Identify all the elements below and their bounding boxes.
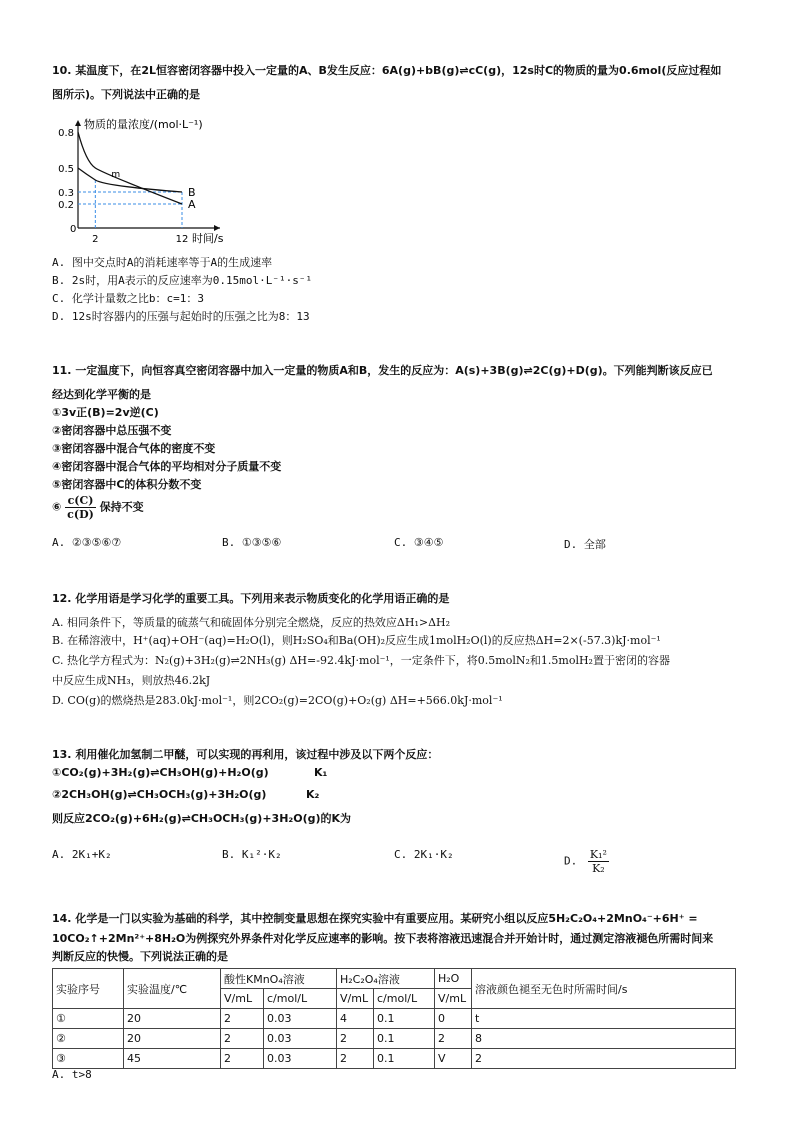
q14-stem-line1: 14. 化学是一门以实验为基础的科学，其中控制变量思想在探究实验中有重要应用。某研究小组以反应5H₂C₂O₄+2MnO₄⁻+6H⁺ = xyxy=(52,912,698,925)
q11-item6-den: c(D) xyxy=(67,508,94,521)
table-row xyxy=(53,1009,736,1029)
q11-option-d: D. 全部 xyxy=(564,538,606,551)
q11-stem-line2: 经达到化学平衡的是 xyxy=(52,388,151,401)
q13-option-c: C. 2K₁·K₂ xyxy=(394,848,454,861)
q14-stem-line2: 10CO₂↑+2Mn²⁺+8H₂O为例探究外界条件对化学反应速率的影响。按下表将溶液迅速混合并开始计时，通过测定溶液褪色所需时间来 xyxy=(52,932,714,945)
y-axis-label: 物质的量浓度/(mol·L⁻¹) xyxy=(84,118,203,131)
table-subheader-cell: V/mL xyxy=(435,989,472,1009)
series-b-line xyxy=(78,168,182,192)
table-cell: 2 xyxy=(337,1029,374,1049)
table-cell: t xyxy=(472,1009,736,1029)
q11-item-2: ②密闭容器中总压强不变 xyxy=(52,424,172,437)
q11-item6-prefix: ⑥ xyxy=(52,500,62,514)
table-header-row xyxy=(53,969,736,989)
table-cell: V xyxy=(435,1049,472,1069)
y-axis-arrow xyxy=(75,120,81,126)
table-cell: 2 xyxy=(221,1009,264,1029)
table-cell: 20 xyxy=(124,1009,221,1029)
table-header-cell: H₂C₂O₄溶液 xyxy=(337,969,435,989)
q11-item-4: ④密闭容器中混合气体的平均相对分子质量不变 xyxy=(52,460,282,473)
table-cell: 2 xyxy=(435,1029,472,1049)
q11-item-6 xyxy=(52,494,144,521)
y-tick-label: 0.8 xyxy=(58,128,74,139)
q13-k1: K₁ xyxy=(314,766,328,779)
table-cell: 8 xyxy=(472,1029,736,1049)
q13-reaction-1: ①CO₂(g)+3H₂(g)⇌CH₃OH(g)+H₂O(g) xyxy=(52,766,269,779)
table-row xyxy=(53,1029,736,1049)
table-row xyxy=(53,1049,736,1069)
table-cell: 45 xyxy=(124,1049,221,1069)
table-cell: 0.03 xyxy=(264,1029,337,1049)
x-tick-label: 12 xyxy=(175,234,189,245)
q11-item6-fraction xyxy=(65,494,96,521)
table-cell: 0.1 xyxy=(374,1049,435,1069)
table-subheader-cell: V/mL xyxy=(337,989,374,1009)
table-subheader-cell: c/mol/L xyxy=(374,989,435,1009)
q12-option-d: D. CO(g)的燃烧热是283.0kJ·mol⁻¹，则2CO₂(g)=2CO(g)+O₂(g) ΔH=+566.0kJ·mol⁻¹ xyxy=(52,694,503,707)
series-b-line-label: B xyxy=(188,186,196,199)
q11-item-5: ⑤密闭容器中C的体积分数不变 xyxy=(52,478,202,491)
q13-option-d-den: K₂ xyxy=(592,862,605,875)
x-tick-label: 0 xyxy=(70,224,77,235)
table-cell: 0.03 xyxy=(264,1009,337,1029)
q14-table xyxy=(52,968,736,1069)
q14-option-a: A. t>8 xyxy=(52,1068,92,1081)
q10-option-b: B. 2s时，用A表示的反应速率为0.15mol·L⁻¹·s⁻¹ xyxy=(52,274,313,287)
q11-option-b: B. ①③⑤⑥ xyxy=(222,536,282,549)
q13-option-d xyxy=(564,848,609,875)
q13-ask: 则反应2CO₂(g)+6H₂(g)⇌CH₃OCH₃(g)+3H₂O(g)的K为 xyxy=(52,812,352,825)
table-cell: ② xyxy=(53,1029,124,1049)
q10-option-d: D. 12s时容器内的压强与起始时的压强之比为8：13 xyxy=(52,310,310,323)
q12-stem: 12. 化学用语是学习化学的重要工具。下列用来表示物质变化的化学用语正确的是 xyxy=(52,592,450,605)
table-cell: 4 xyxy=(337,1009,374,1029)
table-header-cell: 实验序号 xyxy=(53,969,124,1009)
q10-stem-line1: 10. 某温度下，在2L恒容密闭容器中投入一定量的A、B发生反应：6A(g)+bB(g)⇌cC(g)，12s时C的物质的量为0.6mol(反应过程如 xyxy=(52,64,722,77)
q13-option-d-num: K₁² xyxy=(589,848,607,861)
q11-option-a: A. ②③⑤⑥⑦ xyxy=(52,536,122,549)
table-cell: 0.03 xyxy=(264,1049,337,1069)
q12-option-c: C. 热化学方程式为：N₂(g)+3H₂(g)⇌2NH₃(g) ΔH=-92.4kJ·mol⁻¹，一定条件下，将0.5molN₂和1.5molH₂置于密闭的容器 xyxy=(52,654,670,667)
x-axis-arrow xyxy=(214,225,220,231)
table-subheader-cell: c/mol/L xyxy=(264,989,337,1009)
table-cell: 2 xyxy=(221,1029,264,1049)
q11-option-c: C. ③④⑤ xyxy=(394,536,444,549)
table-cell: 2 xyxy=(337,1049,374,1069)
q10-option-a: A. 图中交点时A的消耗速率等于A的生成速率 xyxy=(52,256,273,269)
q11-item-1: ①3v正(B)=2v逆(C) xyxy=(52,406,159,419)
table-cell: 2 xyxy=(221,1049,264,1069)
table-cell: 0.1 xyxy=(374,1009,435,1029)
y-tick-label: 0.5 xyxy=(58,164,74,175)
series-a-line-label: A xyxy=(188,198,196,211)
q11-item-3: ③密闭容器中混合气体的密度不变 xyxy=(52,442,216,455)
q10-stem-line2: 图所示)。下列说法中正确的是 xyxy=(52,88,201,101)
table-cell: ③ xyxy=(53,1049,124,1069)
q11-item6-suffix: 保持不变 xyxy=(99,500,144,514)
table-cell: 20 xyxy=(124,1029,221,1049)
series-a-line xyxy=(78,132,182,204)
table-header-cell: 实验温度/℃ xyxy=(124,969,221,1009)
table-cell: 0.1 xyxy=(374,1029,435,1049)
table-subheader-cell: V/mL xyxy=(221,989,264,1009)
table-header-cell: 溶液颜色褪至无色时所需时间/s xyxy=(472,969,736,1009)
q13-option-b: B. K₁²·K₂ xyxy=(222,848,282,861)
q10-option-c: C. 化学计量数之比b：c=1：3 xyxy=(52,292,204,305)
q12-option-b: B. 在稀溶液中，H⁺(aq)+OH⁻(aq)=H₂O(l)，则H₂SO₄和Ba(OH)₂反应生成1molH₂O(l)的反应热ΔH=2×(-57.3)kJ·mol⁻¹ xyxy=(52,634,661,647)
q12-option-a: A. 相同条件下，等质量的硫蒸气和硫固体分别完全燃烧，反应的热效应ΔH₁>ΔH₂ xyxy=(52,616,451,629)
x-axis-label: 时间/s xyxy=(192,232,224,245)
q14-stem-line3: 判断反应的快慢。下列说法正确的是 xyxy=(52,950,228,963)
q13-k2: K₂ xyxy=(306,788,320,801)
y-tick-label: 0.3 xyxy=(58,188,74,199)
table-cell: ① xyxy=(53,1009,124,1029)
q10-chart xyxy=(40,108,224,248)
intersection-label: m xyxy=(111,170,121,180)
q11-stem-line1: 11. 一定温度下，向恒容真空密闭容器中加入一定量的物质A和B，发生的反应为：A(s)+3B(g)⇌2C(g)+D(g)。下列能判断该反应已 xyxy=(52,364,713,377)
q13-stem: 13. 利用催化加氢制二甲醚，可以实现的再利用，该过程中涉及以下两个反应： xyxy=(52,748,439,761)
table-cell: 2 xyxy=(472,1049,736,1069)
x-tick-label: 2 xyxy=(92,234,99,245)
table-header-cell: 酸性KMnO₄溶液 xyxy=(221,969,337,989)
q12-option-c-cont: 中反应生成NH₃，则放热46.2kJ xyxy=(52,674,211,687)
q13-option-a: A. 2K₁+K₂ xyxy=(52,848,112,861)
table-cell: 0 xyxy=(435,1009,472,1029)
q11-item6-num: c(C) xyxy=(65,494,96,508)
q13-option-d-fraction xyxy=(588,848,609,875)
q13-option-d-label: D. xyxy=(564,854,578,868)
y-tick-label: 0.2 xyxy=(58,200,74,211)
q13-reaction-2: ②2CH₃OH(g)⇌CH₃OCH₃(g)+3H₂O(g) xyxy=(52,788,267,801)
table-header-cell: H₂O xyxy=(435,969,472,989)
